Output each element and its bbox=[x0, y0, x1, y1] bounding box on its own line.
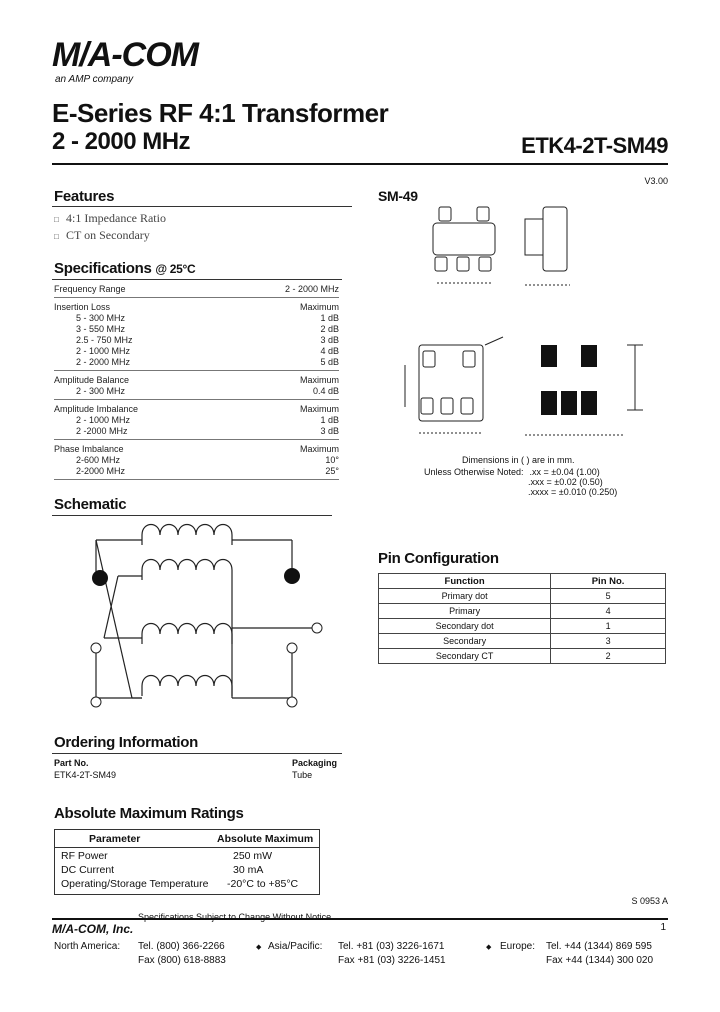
feature-item: □ CT on Secondary bbox=[54, 228, 150, 242]
schematic-rule bbox=[52, 515, 332, 516]
footer-company: M/A-COM, Inc. bbox=[52, 922, 134, 936]
spec-range: 2 -2000 MHz bbox=[76, 426, 128, 436]
pin-config-heading: Pin Configuration bbox=[378, 550, 499, 567]
bullet-icon: □ bbox=[54, 215, 59, 224]
specifications-heading: Specifications @ 25°C bbox=[54, 260, 196, 277]
abs-max-table bbox=[54, 829, 320, 895]
pin-cell: 2 bbox=[551, 649, 666, 664]
spec-range: 2.5 - 750 MHz bbox=[76, 335, 133, 345]
bottom-view-pad bbox=[461, 398, 473, 414]
terminal-icon bbox=[91, 697, 101, 707]
top-view-pad bbox=[435, 257, 447, 271]
table-row bbox=[379, 619, 666, 634]
bullet-icon: ◆ bbox=[486, 944, 492, 951]
pin-cell: 5 bbox=[551, 589, 666, 604]
function-cell: Secondary CT bbox=[379, 649, 551, 664]
param-cell: RF Power bbox=[61, 850, 108, 862]
coil-secondary-top bbox=[142, 624, 232, 645]
ap-fax: Fax +81 (03) 3226-1451 bbox=[338, 955, 446, 966]
spec-value: 3 dB bbox=[320, 335, 339, 345]
part-number: ETK4-2T-SM49 bbox=[521, 133, 668, 158]
pin-cell: 4 bbox=[551, 604, 666, 619]
side-view-lead bbox=[525, 219, 543, 255]
spec-value: 2 dB bbox=[320, 324, 339, 334]
product-title: E-Series RF 4:1 Transformer bbox=[52, 98, 389, 128]
bottom-view-pad bbox=[421, 398, 433, 414]
spec-unit: Maximum bbox=[299, 375, 339, 385]
column-header: Packaging bbox=[292, 758, 338, 768]
spec-label: Insertion Loss bbox=[54, 302, 111, 312]
abs-max-heading: Absolute Maximum Ratings bbox=[54, 805, 244, 822]
footprint-pad bbox=[581, 391, 597, 415]
table-row bbox=[379, 649, 666, 664]
ordering-heading: Ordering Information bbox=[54, 734, 199, 751]
ap-tel: Tel. +81 (03) 3226-1671 bbox=[338, 941, 445, 952]
page-number: 1 bbox=[660, 922, 666, 933]
top-view-pad bbox=[477, 207, 489, 221]
table-row bbox=[379, 589, 666, 604]
value-cell: 250 mW bbox=[233, 850, 273, 862]
feature-item: □ 4:1 Impedance Ratio bbox=[54, 211, 166, 225]
value-cell: -20°C to +85°C bbox=[227, 878, 299, 890]
footer-notice: Specifications Subject to Change Without Notice. bbox=[138, 912, 334, 922]
function-cell: Secondary dot bbox=[379, 619, 551, 634]
package-drawing bbox=[375, 195, 675, 455]
top-view-body bbox=[433, 223, 495, 255]
doc-code: S 0953 A bbox=[631, 896, 668, 906]
column-header: Pin No. bbox=[551, 574, 666, 589]
features-heading: Features bbox=[54, 188, 115, 205]
polarity-dot bbox=[284, 568, 300, 584]
spec-label: Amplitude Imbalance bbox=[54, 404, 139, 414]
table-row bbox=[379, 634, 666, 649]
na-label: North America: bbox=[54, 941, 121, 952]
ordering-part: ETK4-2T-SM49 bbox=[54, 770, 117, 780]
spec-unit: Maximum bbox=[299, 302, 339, 312]
pin-cell: 3 bbox=[551, 634, 666, 649]
tolerances-note: Unless Otherwise Noted: .xx = ±0.04 (1.00) .xxx = ±0.02 (0.50) .xxxx = ±0.010 (0.250) bbox=[424, 467, 618, 497]
spec-unit: Maximum bbox=[299, 444, 339, 454]
package-heading: SM-49 bbox=[378, 188, 418, 204]
header-rule bbox=[52, 163, 668, 165]
ap-label: Asia/Pacific: bbox=[268, 941, 323, 952]
schematic-heading: Schematic bbox=[54, 496, 127, 513]
column-header: Absolute Maximum bbox=[217, 833, 314, 845]
company-logo: M/A-COM bbox=[52, 36, 198, 74]
spec-value: 0.4 dB bbox=[312, 386, 339, 396]
spec-value: 10° bbox=[325, 455, 339, 465]
spec-label: Phase Imbalance bbox=[54, 444, 124, 454]
pin-cell: 1 bbox=[551, 619, 666, 634]
column-header: Part No. bbox=[54, 758, 89, 768]
value-cell: 30 mA bbox=[233, 864, 264, 876]
spec-label: Frequency Range bbox=[54, 284, 126, 294]
schematic-diagram bbox=[82, 518, 332, 718]
spec-range: 2 - 300 MHz bbox=[76, 386, 126, 396]
na-tel: Tel. (800) 366-2266 bbox=[138, 941, 225, 952]
spec-value: 25° bbox=[325, 466, 339, 476]
spec-value: 3 dB bbox=[320, 426, 339, 436]
version-label: V3.00 bbox=[644, 176, 668, 186]
bottom-view-pad bbox=[423, 351, 435, 367]
ordering-packaging: Tube bbox=[292, 770, 313, 780]
bullet-icon: ◆ bbox=[256, 944, 262, 951]
logo-tagline: an AMP company bbox=[55, 74, 134, 85]
bottom-view-pad bbox=[463, 351, 475, 367]
column-header: Function bbox=[379, 574, 551, 589]
footprint-pad bbox=[581, 345, 597, 367]
spec-value: 5 dB bbox=[320, 357, 339, 367]
eu-fax: Fax +44 (1344) 300 020 bbox=[546, 955, 654, 966]
top-view-pad bbox=[439, 207, 451, 221]
spec-range: 2 - 1000 MHz bbox=[76, 346, 131, 356]
function-cell: Primary dot bbox=[379, 589, 551, 604]
ordering-table bbox=[54, 758, 339, 784]
column-header: Parameter bbox=[89, 833, 141, 845]
top-view-pad bbox=[479, 257, 491, 271]
terminal-icon bbox=[287, 643, 297, 653]
spec-value: 4 dB bbox=[320, 346, 339, 356]
side-view-body bbox=[543, 207, 567, 271]
features-rule bbox=[52, 206, 352, 207]
function-cell: Primary bbox=[379, 604, 551, 619]
top-view-pad bbox=[457, 257, 469, 271]
coil-primary-top bbox=[142, 525, 232, 546]
specifications-rule bbox=[52, 279, 342, 280]
param-cell: DC Current bbox=[61, 864, 115, 876]
terminal-icon bbox=[287, 697, 297, 707]
spec-value: 1 dB bbox=[320, 313, 339, 323]
spec-range: 2-600 MHz bbox=[76, 455, 121, 465]
spec-range: 2 - 2000 MHz bbox=[76, 357, 131, 367]
bottom-view-pad bbox=[441, 398, 453, 414]
spec-value: 2 - 2000 MHz bbox=[284, 284, 339, 294]
param-cell: Operating/Storage Temperature bbox=[61, 878, 209, 890]
footprint-pad bbox=[541, 391, 557, 415]
spec-range: 2 - 1000 MHz bbox=[76, 415, 131, 425]
terminal-icon bbox=[312, 623, 322, 633]
footprint-pad bbox=[561, 391, 577, 415]
terminal-icon bbox=[91, 643, 101, 653]
coil-primary-bottom bbox=[142, 560, 232, 581]
table-header-row bbox=[379, 574, 666, 589]
function-cell: Secondary bbox=[379, 634, 551, 649]
coil-secondary-bottom bbox=[142, 676, 232, 697]
spec-label: Amplitude Balance bbox=[54, 375, 130, 385]
table-row bbox=[379, 604, 666, 619]
eu-tel: Tel. +44 (1344) 869 595 bbox=[546, 941, 652, 952]
frequency-title: 2 - 2000 MHz bbox=[52, 128, 191, 155]
spec-unit: Maximum bbox=[299, 404, 339, 414]
pin-config-table bbox=[378, 573, 666, 664]
spec-value: 1 dB bbox=[320, 415, 339, 425]
footprint-pad bbox=[541, 345, 557, 367]
spec-range: 5 - 300 MHz bbox=[76, 313, 126, 323]
bullet-icon: □ bbox=[54, 232, 59, 241]
specifications-table bbox=[54, 284, 339, 484]
ordering-rule bbox=[52, 753, 342, 754]
eu-label: Europe: bbox=[500, 941, 536, 952]
na-fax: Fax (800) 618-8883 bbox=[138, 955, 226, 966]
spec-range: 3 - 550 MHz bbox=[76, 324, 126, 334]
spec-range: 2-2000 MHz bbox=[76, 466, 126, 476]
dimensions-note: Dimensions in ( ) are in mm. bbox=[462, 455, 575, 465]
polarity-dot bbox=[92, 570, 108, 586]
